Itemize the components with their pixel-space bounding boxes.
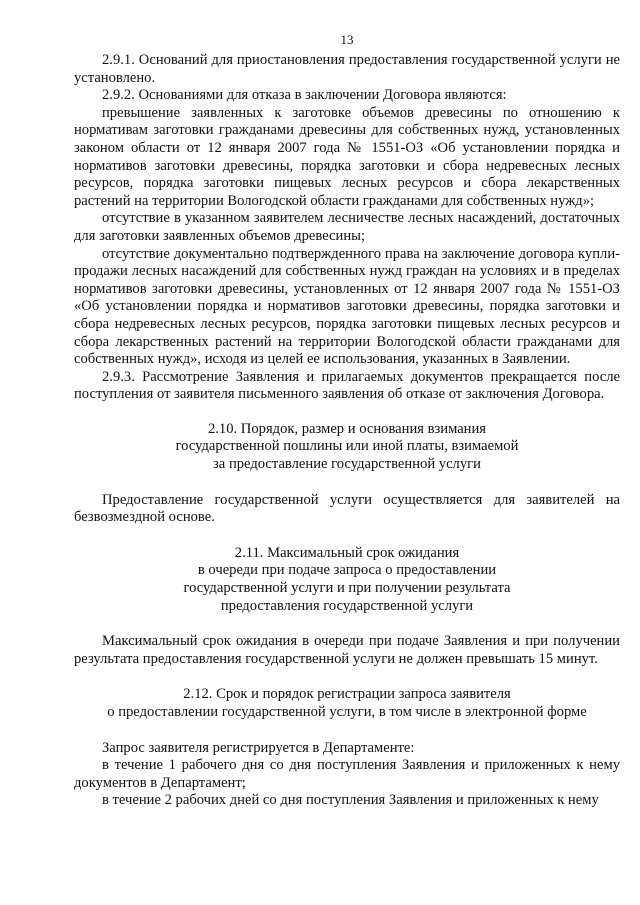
section-2-12-heading-line-1: 2.12. Срок и порядок регистрации запроса заявителя	[183, 686, 511, 703]
refusal-reason-1: превышение заявленных к заготовке объемов древесины по отношению к нормативам заготовки гражданами древесины для собственных нужд, установленных законом области от 12 января 2007 года № 1551-ОЗ «Об установлении порядка и нормативов заготовки древесины, порядка заготовки и сбора недревесных лесных ресурсов, порядка заготовки пищевых лесных ресурсов и сбора лекарственных растений на территории Вологодской области гражданами для собственных нужд»;	[74, 104, 620, 209]
page-number: 13	[340, 32, 354, 47]
refusal-reason-3: отсутствие документально подтвержденного права на заключение договора купли-продажи лесных насаждений для собственных нужд граждан на условиях и в пределах нормативов заготовки древесины, установленных от 12 января 2007 года № 1551-ОЗ «Об установлении порядка и нормативов заготовки древесины, порядка заготовки и сбора недревесных лесных ресурсов, порядка заготовки пищевых лесных ресурсов и сбора лекарственных растений на территории Вологодской области гражданами для собственных нужд», исходя из целей ее использования, указанных в Заявлении.	[74, 245, 620, 368]
section-2-11-heading-line-2: в очереди при подаче запроса о предоставлении	[197, 562, 497, 579]
document-page	[74, 32, 620, 810]
section-2-11-heading-line-4: предоставления государственной услуги	[220, 597, 474, 614]
section-2-12-heading-line-2: о предоставлении государственной услуги, в том числе в электронной форме	[107, 704, 587, 720]
registration-term-2: в течение 2 рабочих дней со дня поступления Заявления и приложенных к нему	[102, 792, 599, 809]
section-2-10-heading-line-1: 2.10. Порядок, размер и основания взимания	[207, 420, 487, 437]
paragraph-2-9-3: 2.9.3. Рассмотрение Заявления и прилагаемых документов прекращается после поступления от заявителя письменного заявления об отказе от заключения Договора.	[74, 368, 620, 403]
paragraph-2-9-2: 2.9.2. Основаниями для отказа в заключении Договора являются:	[102, 87, 507, 104]
section-2-11-heading-line-1: 2.11. Максимальный срок ожидания	[234, 544, 460, 561]
registration-term-1: в течение 1 рабочего дня со дня поступления Заявления и приложенных к нему документов в Департамент;	[74, 757, 620, 791]
refusal-reason-2: отсутствие в указанном заявителем лесничестве лесных насаждений, достаточных для заготовки заявленных объемов древесины;	[74, 210, 620, 244]
section-2-10-heading-line-3: за предоставление государственной услуги	[213, 456, 481, 473]
section-2-10-heading-line-2: государственной пошлины или иной платы, взимаемой	[175, 438, 519, 455]
paragraph-2-9-1: 2.9.1. Оснований для приостановления предоставления государственной услуги не установлено.	[74, 52, 620, 86]
section-2-12-intro: Запрос заявителя регистрируется в Департаменте:	[102, 739, 415, 756]
section-2-11-body: Максимальный срок ожидания в очереди при подаче Заявления и при получении результата предоставления государственной услуги не должен превышать 15 минут.	[74, 633, 620, 667]
section-2-11-heading-line-3: государственной услуги и при получении результата	[183, 580, 511, 597]
section-2-10-body: Предоставление государственной услуги осуществляется для заявителей на безвозмездной основе.	[74, 491, 620, 526]
